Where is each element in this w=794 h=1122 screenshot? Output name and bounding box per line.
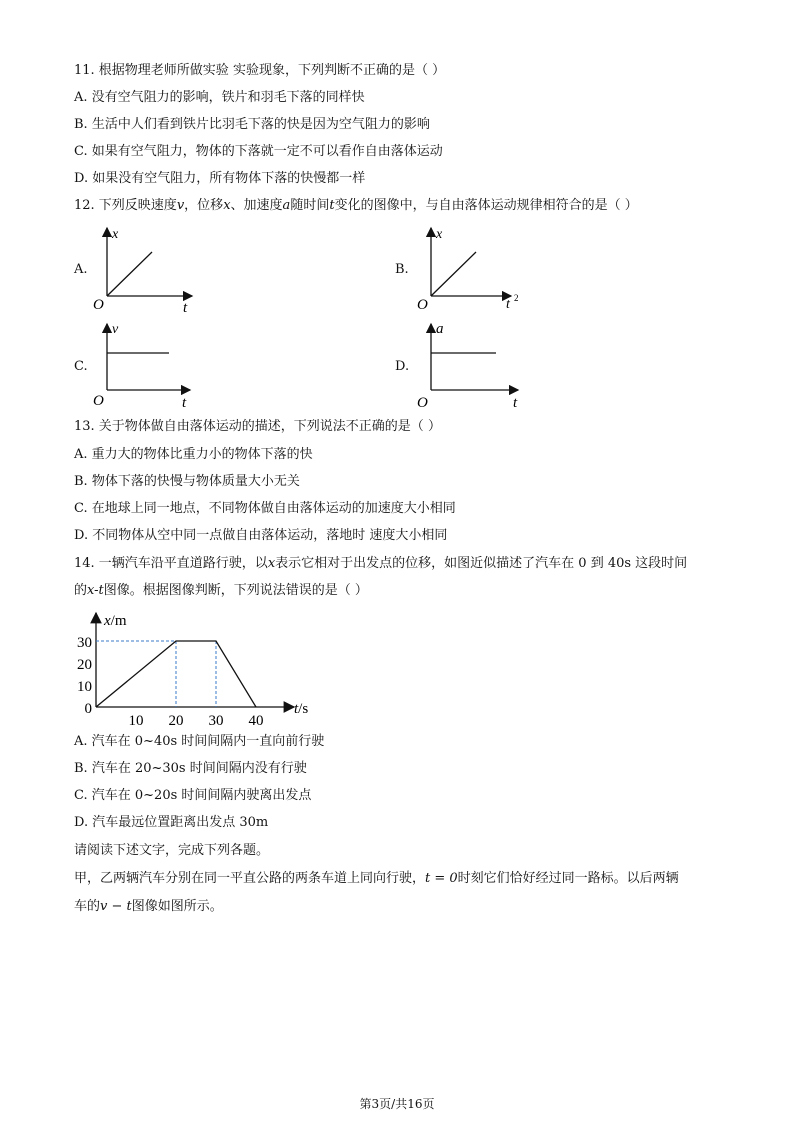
q13-option-b: B. 物体下落的快慢与物体质量大小无关	[74, 474, 300, 489]
y-axis-label: v	[112, 322, 119, 337]
origin-label: O	[417, 395, 428, 410]
q12-stem: 12. 下列反映速度v，位移x、加速度a随时间t变化的图像中，与自由落体运动规律相符合的是（ ）	[74, 198, 638, 213]
x-axis-superscript: 2	[514, 293, 519, 303]
q12-graph-c	[90, 318, 200, 410]
passage-line1: 甲，乙两辆汽车分别在同一平直公路的两条车道上同向行驶，t = 0时刻它们恰好经过同一路标。以后两辆	[74, 871, 679, 886]
q11-stem: 11. 根据物理老师所做实验 实验现象，下列判断不正确的是（ ）	[74, 63, 446, 78]
x-axis-label: t	[506, 297, 510, 312]
chart-x-tick-label: 20	[168, 713, 184, 729]
q14-option-c: C. 汽车在 0~20s 时间间隔内驶离出发点	[74, 788, 312, 803]
q13-option-a: A. 重力大的物体比重力小的物体下落的快	[74, 447, 313, 462]
chart-y-tick-label: 0	[84, 701, 92, 717]
passage-line2: 车的v − t图像如图所示。	[74, 899, 223, 914]
passage-intro: 请阅读下述文字，完成下列各题。	[74, 843, 270, 858]
origin-label: O	[93, 393, 104, 409]
q12-graph-d	[414, 318, 529, 410]
x-axis-label: t	[182, 395, 187, 410]
graph-line	[431, 252, 476, 296]
q13-option-d: D. 不同物体从空中同一点做自由落体运动，落地时 速度大小相同	[74, 528, 448, 543]
q14-option-a: A. 汽车在 0~40s 时间间隔内一直向前行驶	[74, 734, 325, 749]
q12-graph-a-letter: A.	[74, 262, 88, 277]
q14-option-b: B. 汽车在 20~30s 时间间隔内没有行驶	[74, 761, 307, 776]
chart-y-tick-label: 30	[77, 635, 92, 651]
chart-y-axis-label: x/m	[104, 613, 127, 629]
q11-option-c: C. 如果有空气阻力，物体的下落就一定不可以看作自由落体运动	[74, 144, 443, 159]
chart-y-tick-label: 20	[77, 657, 92, 673]
q11-option-a: A. 没有空气阻力的影响，铁片和羽毛下落的同样快	[74, 90, 365, 105]
x-axis-label: t	[513, 395, 518, 410]
q13-option-c: C. 在地球上同一地点，不同物体做自由落体运动的加速度大小相同	[74, 501, 456, 516]
q14-option-d: D. 汽车最远位置距离出发点 30m	[74, 815, 269, 830]
y-axis-label: a	[436, 321, 444, 337]
y-axis-label: x	[112, 227, 119, 242]
chart-x-axis-label: t/s	[294, 701, 309, 717]
page-footer: 第3页/共16页	[359, 1097, 435, 1111]
chart-x-tick-label: 10	[128, 713, 144, 729]
chart-y-tick-label: 10	[77, 679, 92, 695]
chart-x-tick-label: 30	[208, 713, 224, 729]
xt-chart	[66, 605, 326, 730]
x-axis-label: t	[183, 300, 188, 314]
chart-x-tick-label: 40	[248, 713, 264, 729]
q12-graph-c-letter: C.	[74, 359, 88, 374]
y-axis-label: x	[436, 227, 443, 242]
q12-graph-a	[90, 222, 200, 314]
q12-graph-b	[414, 222, 529, 314]
q11-option-d: D. 如果没有空气阻力，所有物体下落的快慢都一样	[74, 171, 366, 186]
origin-label: O	[417, 297, 428, 313]
q14-stem-line1: 14. 一辆汽车沿平直道路行驶，以x表示它相对于出发点的位移，如图近似描述了汽车在 0 到 40s 这段时间	[74, 556, 688, 571]
q12-graph-d-letter: D.	[395, 359, 410, 374]
graph-line	[107, 252, 152, 296]
q12-graph-b-letter: B.	[395, 262, 409, 277]
origin-label: O	[93, 297, 104, 313]
q11-option-b: B. 生活中人们看到铁片比羽毛下落的快是因为空气阻力的影响	[74, 117, 430, 132]
q14-stem-line2: 的x-t图像。根据图像判断，下列说法错误的是（ ）	[74, 583, 368, 598]
q13-stem: 13. 关于物体做自由落体运动的描述，下列说法不正确的是（ ）	[74, 419, 441, 434]
